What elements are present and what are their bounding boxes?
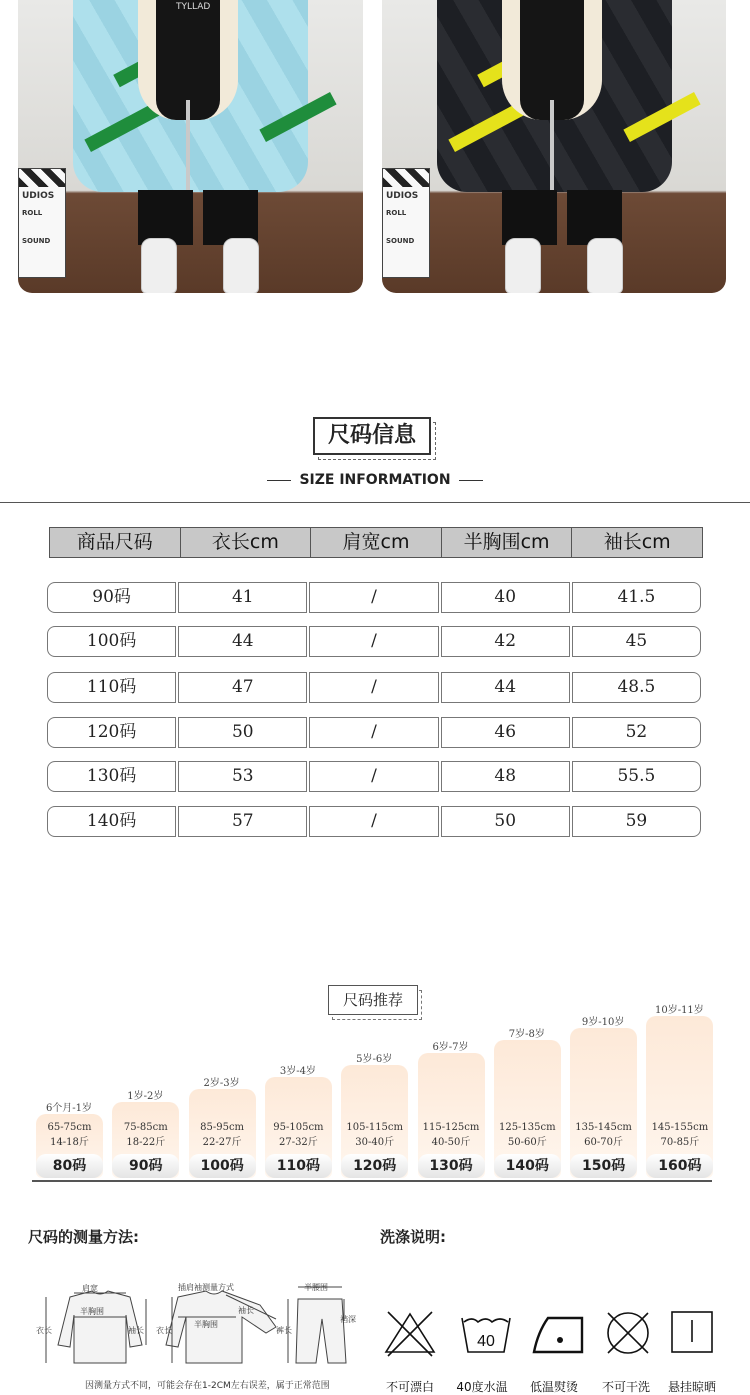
shoe (141, 238, 177, 293)
table-cell: 55.5 (572, 761, 701, 792)
table-cell: 57 (178, 806, 307, 837)
height-weight (494, 1120, 561, 1150)
table-cell: 140码 (47, 806, 176, 837)
height-weight (112, 1120, 179, 1150)
wash-temp: 40 (477, 1333, 495, 1350)
weight-range: 70-85斤 (660, 1137, 700, 1148)
wash-title: 洗涤说明: (380, 1228, 446, 1246)
clapper-text: UDIOS (22, 191, 55, 201)
table-row (47, 806, 701, 837)
table-cell: 53 (178, 761, 307, 792)
table-cell: / (309, 672, 438, 703)
height-weight (570, 1120, 637, 1150)
height-range: 65-75cm (47, 1122, 92, 1133)
size-info-subtitle: SIZE INFORMATION (0, 472, 750, 488)
age-range: 6个月-1岁 (45, 1103, 93, 1114)
product-photo-black (382, 0, 726, 293)
size-label: 90码 (112, 1154, 179, 1178)
table-row (47, 582, 701, 613)
product-photo-blue (18, 0, 363, 293)
table-cell: 48.5 (572, 672, 701, 703)
table-cell: 47 (178, 672, 307, 703)
table-cell: 41 (178, 582, 307, 613)
measure-label: 裆深 (340, 1315, 356, 1324)
age-range: 3岁-4岁 (279, 1066, 316, 1078)
shirt-print: TYLLAD (176, 2, 211, 12)
table-cell: 110码 (47, 672, 176, 703)
baseline (32, 1180, 712, 1182)
wash-label: 不可漂白 (385, 1380, 434, 1394)
table-cell: / (309, 806, 438, 837)
age-range: 10岁-11岁 (654, 1004, 704, 1016)
height-range: 135-145cm (575, 1122, 632, 1133)
table-cell: 59 (572, 806, 701, 837)
height-weight (265, 1120, 332, 1150)
size-label: 120码 (341, 1154, 408, 1178)
table-cell: 40 (441, 582, 570, 613)
table-cell: 44 (441, 672, 570, 703)
table-cell: 130码 (47, 761, 176, 792)
weight-range: 30-40斤 (355, 1137, 395, 1148)
measure-label: 衣长 (156, 1326, 172, 1335)
wash-40-icon (458, 1308, 514, 1358)
height-weight (418, 1120, 485, 1150)
table-cell: 90码 (47, 582, 176, 613)
weight-range: 22-27斤 (202, 1137, 242, 1148)
size-label: 100码 (189, 1154, 256, 1178)
clapper-text: ROLL (22, 209, 43, 217)
table-row (47, 717, 701, 748)
no-bleach-icon (382, 1308, 438, 1358)
measure-label: 半胸围 (194, 1320, 218, 1329)
height-range: 105-115cm (346, 1122, 403, 1133)
age-range: 6岁-7岁 (432, 1041, 469, 1053)
clapper-text: SOUND (386, 237, 415, 245)
table-cell: 52 (572, 717, 701, 748)
size-label: 150码 (570, 1154, 637, 1178)
measure-label: 裤长 (276, 1326, 292, 1335)
measure-label: 袖长 (128, 1326, 144, 1335)
weight-range: 60-70斤 (584, 1137, 623, 1148)
shoe (587, 238, 623, 293)
height-weight (36, 1120, 103, 1150)
table-cell: 41.5 (572, 582, 701, 613)
low-iron-icon (530, 1308, 586, 1358)
height-range: 75-85cm (123, 1122, 168, 1133)
size-label: 80码 (36, 1154, 103, 1178)
header-cell: 半胸围cm (442, 528, 573, 557)
measure-label: 插肩袖测量方式 (178, 1283, 234, 1292)
measure-label: 半胸围 (80, 1307, 104, 1316)
header-cell: 肩宽cm (311, 528, 442, 557)
size-recommend-title: 尺码推荐 (328, 985, 418, 1015)
size-label: 160码 (646, 1154, 713, 1178)
clapper-text: ROLL (386, 209, 407, 217)
table-cell: / (309, 761, 438, 792)
weight-range: 18-22斤 (126, 1137, 166, 1148)
weight-range: 50-60斤 (507, 1137, 547, 1148)
measure-note: 因测量方式不同，可能会存在1-2CM左右误差，属于正常范围 (85, 1381, 330, 1391)
table-row (47, 626, 701, 657)
wash-label: 40度水温 (456, 1380, 508, 1394)
table-cell: 42 (441, 626, 570, 657)
hang-dry-icon (664, 1308, 720, 1358)
height-weight (341, 1120, 408, 1150)
wash-label: 悬挂晾晒 (667, 1380, 716, 1394)
weight-range: 14-18斤 (50, 1137, 89, 1148)
age-range: 7岁-8岁 (508, 1029, 545, 1041)
measure-label: 肩宽 (82, 1284, 98, 1293)
size-label: 140码 (494, 1154, 561, 1178)
no-dry-clean-icon (600, 1308, 656, 1358)
size-label: 110码 (265, 1154, 332, 1178)
age-range: 1岁-2岁 (127, 1090, 164, 1102)
table-cell: 44 (178, 626, 307, 657)
table-cell: 46 (441, 717, 570, 748)
table-cell: 45 (572, 626, 701, 657)
table-cell: / (309, 626, 438, 657)
size-table-header (49, 527, 703, 558)
measure-label: 半腰围 (304, 1283, 328, 1292)
height-weight (646, 1120, 713, 1150)
height-range: 125-135cm (498, 1122, 556, 1133)
wash-label: 不可干洗 (601, 1380, 650, 1394)
wash-label: 低温熨烫 (529, 1380, 578, 1394)
table-cell: / (309, 717, 438, 748)
height-range: 115-125cm (422, 1122, 480, 1133)
header-cell: 商品尺码 (50, 528, 181, 557)
age-range: 9岁-10岁 (581, 1016, 625, 1028)
height-weight (189, 1120, 256, 1150)
size-info-title: 尺码信息 (313, 417, 431, 455)
clapperboard-prop (18, 168, 66, 278)
table-cell: 50 (441, 806, 570, 837)
measure-label: 袖长 (238, 1306, 254, 1315)
table-row (47, 672, 701, 703)
shoe (505, 238, 541, 293)
height-range: 85-95cm (200, 1122, 245, 1133)
height-range: 145-155cm (651, 1122, 709, 1133)
shoe (223, 238, 259, 293)
header-cell: 衣长cm (181, 528, 312, 557)
clapperboard-prop (382, 168, 430, 278)
table-cell: 120码 (47, 717, 176, 748)
weight-range: 40-50斤 (431, 1137, 471, 1148)
table-cell: / (309, 582, 438, 613)
age-range: 5岁-6岁 (356, 1053, 393, 1065)
measure-label: 衣长 (36, 1326, 52, 1335)
table-row (47, 761, 701, 792)
header-cell: 袖长cm (603, 531, 671, 553)
table-cell: 100码 (47, 626, 176, 657)
table-cell: 48 (441, 761, 570, 792)
age-range: 2岁-3岁 (203, 1078, 240, 1090)
divider (0, 502, 750, 503)
table-cell: 50 (178, 717, 307, 748)
clapper-text: SOUND (22, 237, 51, 245)
height-range: 95-105cm (273, 1122, 324, 1133)
weight-range: 27-32斤 (278, 1137, 318, 1148)
clapper-text: UDIOS (386, 191, 419, 201)
size-label: 130码 (418, 1154, 485, 1178)
measure-title: 尺码的测量方法: (28, 1228, 139, 1246)
